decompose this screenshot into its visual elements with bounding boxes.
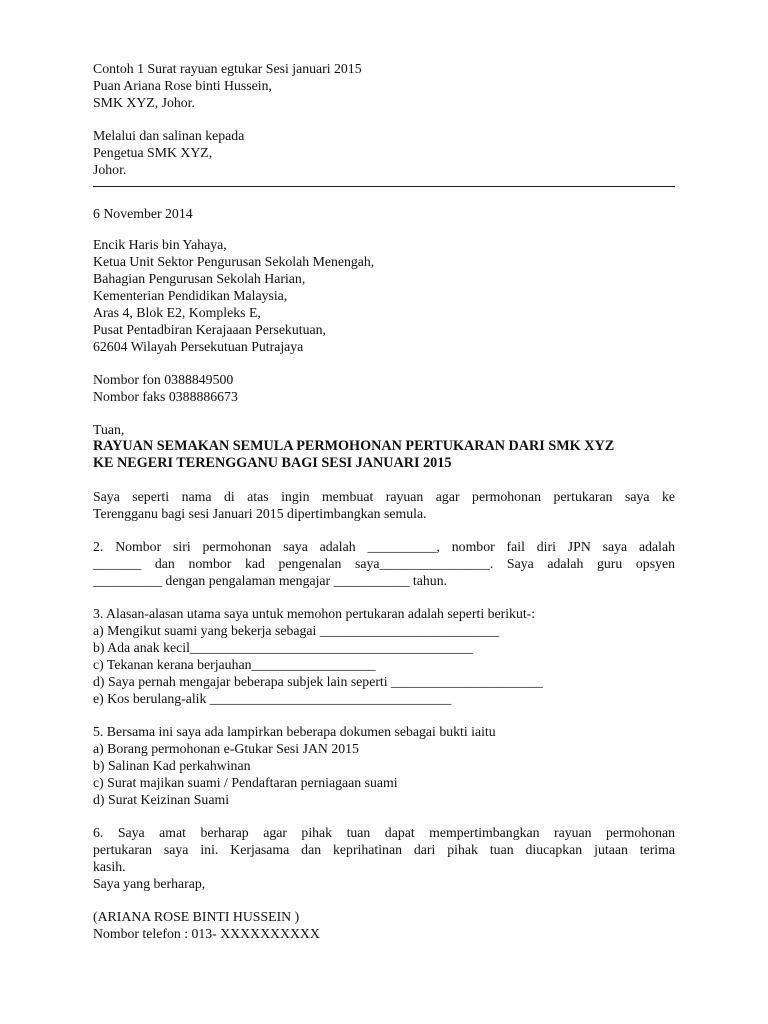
paragraph-2-line-3: __________ dengan pengalaman mengajar ___________ tahun. (93, 573, 448, 588)
reason-item-b: b) Ada anak kecil_________________________________________ (93, 640, 473, 655)
reasons-list (93, 605, 675, 707)
via-principal: Pengetua SMK XYZ, (93, 145, 213, 160)
via-label: Melalui dan salinan kepada (93, 128, 245, 143)
reason-item-c: c) Tekanan kerana berjauhan__________________ (93, 657, 376, 672)
attachment-item-b: b) Salinan Kad perkahwinan (93, 758, 251, 773)
recipient-division: Bahagian Pengurusan Sekolah Harian, (93, 271, 306, 286)
closing-line-3: kasih. (93, 859, 126, 874)
reason-item-a: a) Mengikut suami yang bekerja sebagai __________________________ (93, 623, 500, 638)
via-state: Johor. (93, 162, 127, 177)
reason-item-d: d) Saya pernah mengajar beberapa subjek lain seperti ______________________ (93, 674, 543, 689)
paragraph-2-line-1: 2. Nombor siri permohonan saya adalah __________, nombor fail diri JPN saya adalah (93, 539, 675, 554)
closing-signoff: Saya yang berharap, (93, 876, 206, 891)
closing-line-1: 6. Saya amat berharap agar pihak tuan dapat mempertimbangkan rayuan permohonan (93, 825, 675, 840)
signature-phone: Nombor telefon : 013- XXXXXXXXXX (93, 926, 320, 941)
attachment-item-d: d) Surat Keizinan Suami (93, 792, 230, 807)
signature-block (93, 908, 675, 942)
salutation: Tuan, (93, 422, 125, 437)
contact-phone: Nombor fon 0388849500 (93, 372, 234, 387)
subject-line-1: RAYUAN SEMAKAN SEMULA PERMOHONAN PERTUKARAN DARI SMK XYZ (93, 438, 615, 454)
recipient-floor: Aras 4, Blok E2, Kompleks E, (93, 305, 261, 320)
sender-school: SMK XYZ, Johor. (93, 95, 195, 110)
paragraph-2-line-2: _______ dan nombor kad pengenalan saya________________. Saya adalah guru opsyen (93, 556, 675, 571)
sender-block (93, 60, 675, 111)
attachment-item-c: c) Surat majikan suami / Pendaftaran perniagaan suami (93, 775, 398, 790)
recipient-centre: Pusat Pentadbiran Kerajaaan Persekutuan, (93, 322, 326, 337)
attachments-list (93, 723, 675, 808)
paragraph-1-line-1: Saya seperti nama di atas ingin membuat rayuan agar permohonan pertukaran saya ke (93, 489, 675, 504)
subject-heading (93, 438, 675, 472)
contact-block (93, 371, 675, 405)
subject-line-2: KE NEGERI TERENGGANU BAGI SESI JANUARI 2015 (93, 455, 452, 471)
paragraph-1-line-2: Terengganu bagi sesi Januari 2015 dipertimbangkan semula. (93, 506, 427, 521)
letter-date: 6 November 2014 (93, 206, 193, 221)
recipient-postcode: 62604 Wilayah Persekutuan Putrajaya (93, 339, 304, 354)
via-block (93, 127, 675, 178)
contact-fax: Nombor faks 0388886673 (93, 389, 238, 404)
reasons-intro: 3. Alasan-alasan utama saya untuk memohon pertukaran adalah seperti berikut-: (93, 606, 536, 621)
signature-name: (ARIANA ROSE BINTI HUSSEIN ) (93, 909, 300, 924)
recipient-position: Ketua Unit Sektor Pengurusan Sekolah Menengah, (93, 254, 375, 269)
attachments-intro: 5. Bersama ini saya ada lampirkan beberapa dokumen sebagai bukti iaitu (93, 724, 496, 739)
paragraph-1 (93, 488, 675, 522)
recipient-block (93, 236, 675, 355)
attachment-item-a: a) Borang permohonan e-Gtukar Sesi JAN 2015 (93, 741, 359, 756)
recipient-ministry: Kementerian Pendidikan Malaysia, (93, 288, 288, 303)
sender-title-line: Contoh 1 Surat rayuan egtukar Sesi januari 2015 (93, 61, 362, 76)
closing-line-2: pertukaran saya ini. Kerjasama dan keprihatinan dari pihak tuan diucapkan jutaan terima (93, 842, 675, 857)
sender-name: Puan Ariana Rose binti Hussein, (93, 78, 272, 93)
reason-item-e: e) Kos berulang-alik ___________________________________ (93, 691, 452, 706)
paragraph-2 (93, 538, 675, 589)
letter-page (93, 60, 675, 942)
closing-paragraph (93, 824, 675, 892)
recipient-name: Encik Haris bin Yahaya, (93, 237, 227, 252)
